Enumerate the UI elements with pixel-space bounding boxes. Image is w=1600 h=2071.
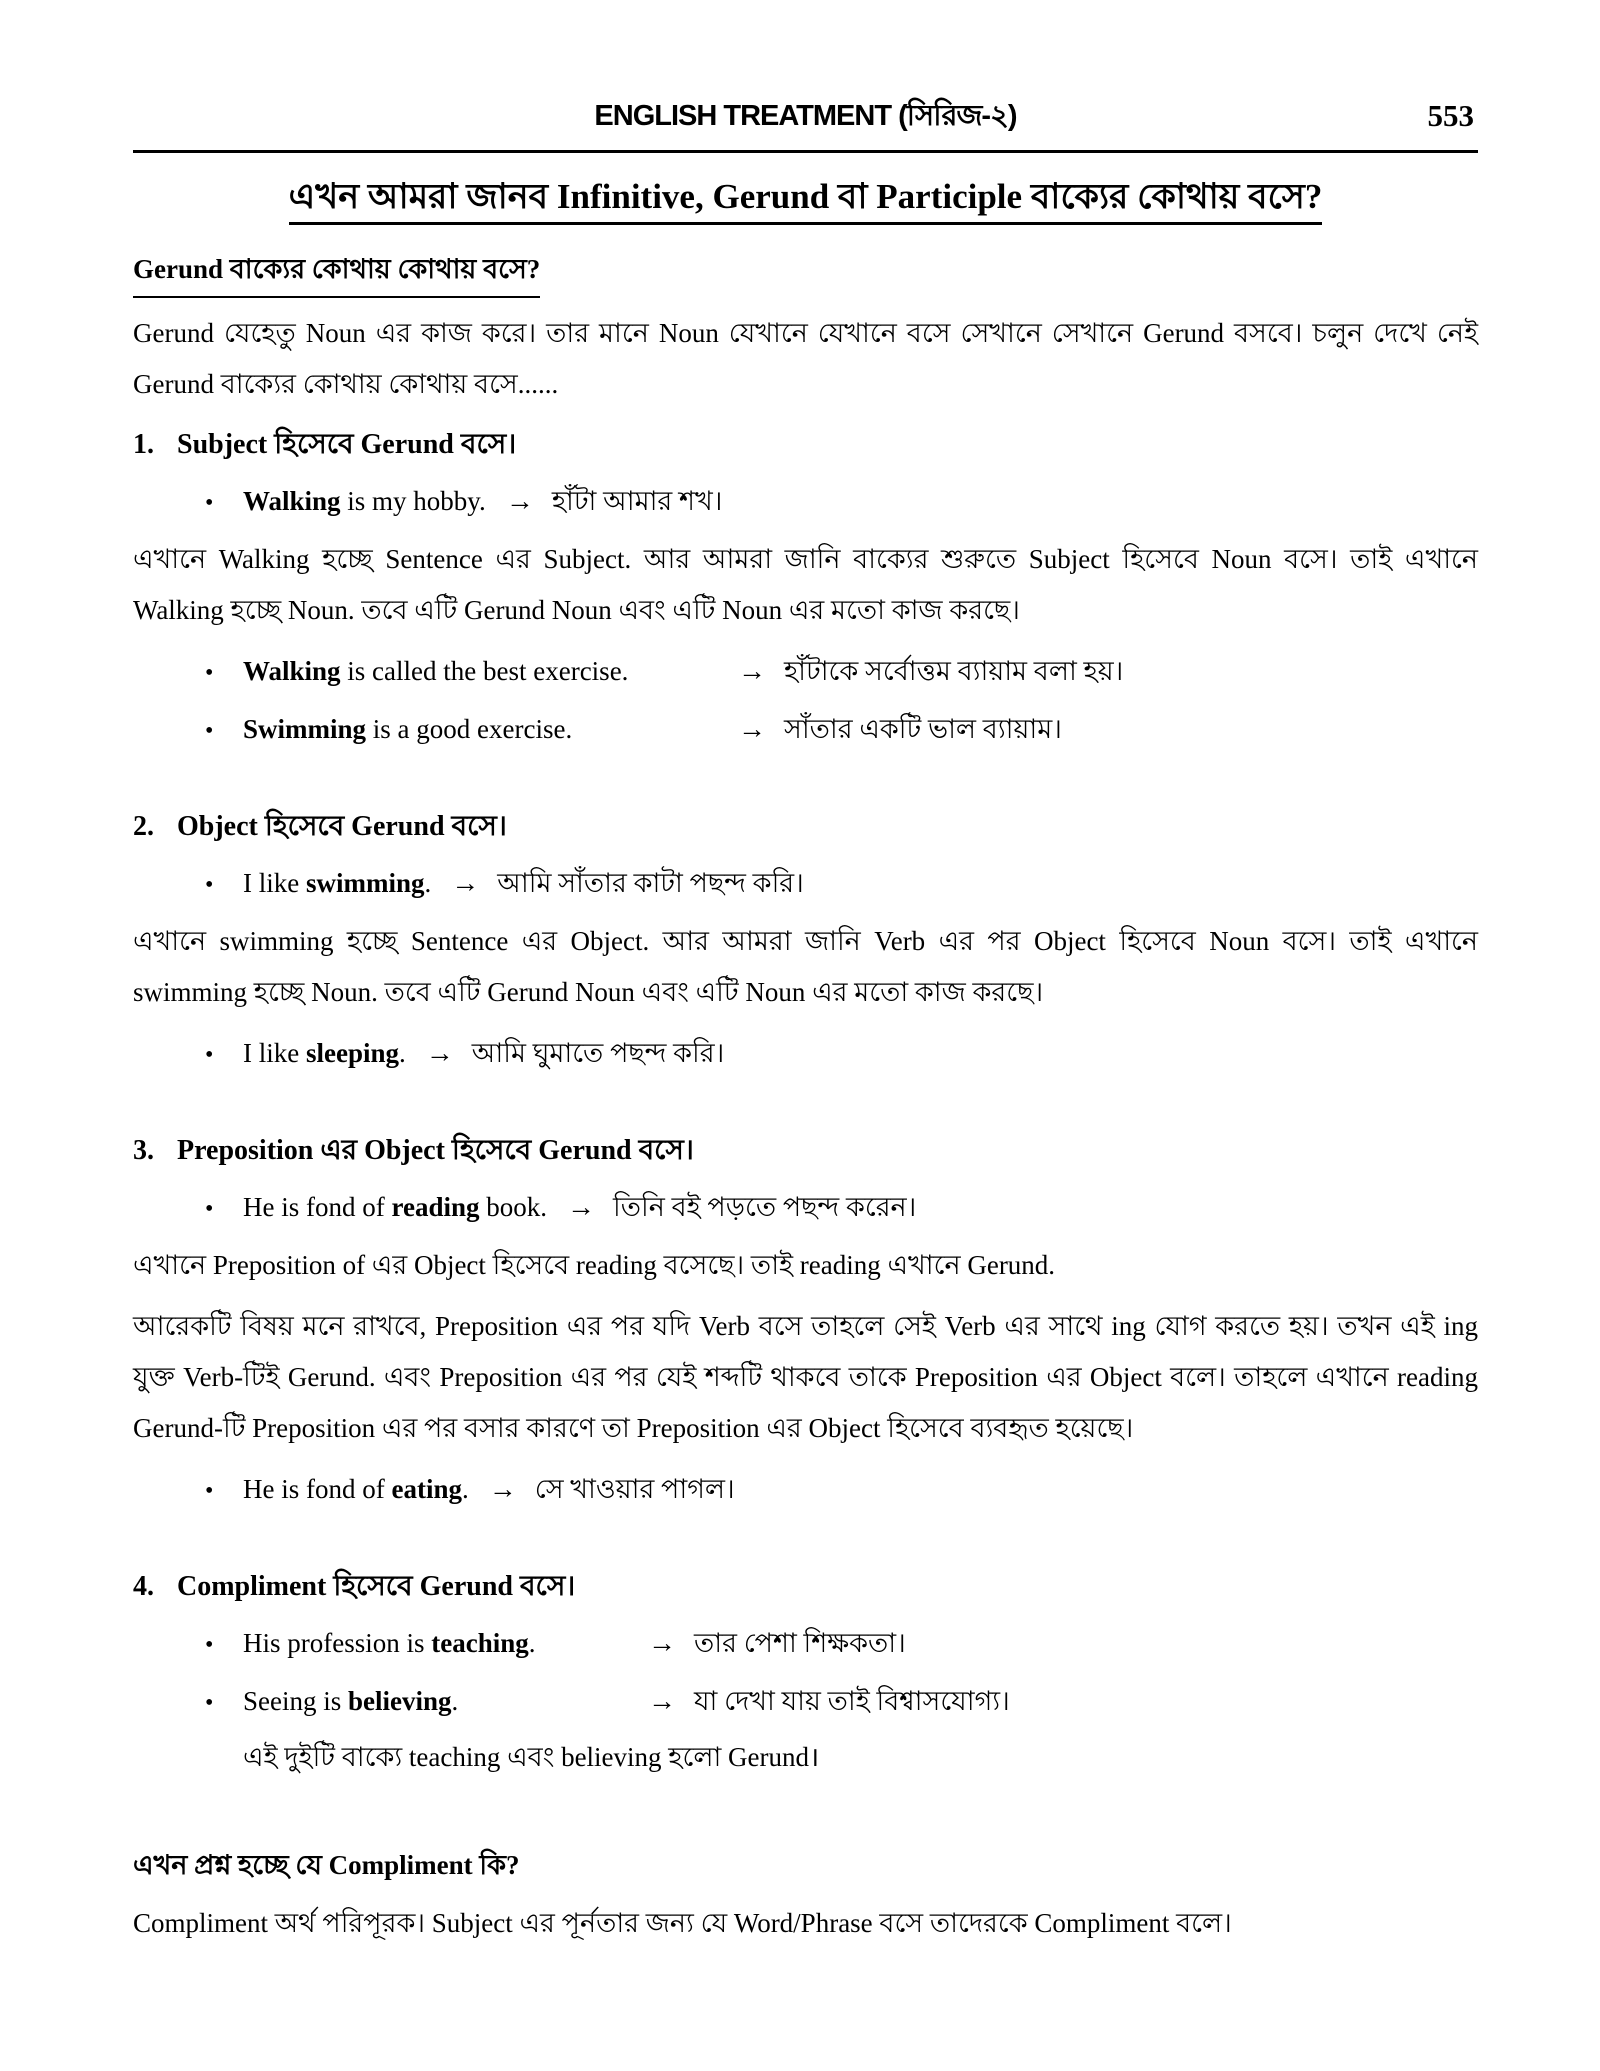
- section-2: [133, 806, 1478, 1076]
- example-post: is called the best exercise.: [340, 656, 629, 686]
- arrow-icon: →: [505, 486, 534, 517]
- example-pre: He is fond of: [243, 1192, 392, 1222]
- main-title: এখন আমরা জানব Infinitive, Gerund বা Participle বাক্যের কোথায় বসে?: [289, 175, 1323, 225]
- arrow-icon: →: [451, 868, 480, 899]
- example-pre: I like: [243, 868, 306, 898]
- example-english: [243, 480, 486, 522]
- arrow-icon: →: [648, 1686, 676, 1717]
- example-keyword: Walking: [243, 486, 341, 516]
- example-keyword: swimming: [305, 868, 425, 898]
- section-heading-row: [133, 424, 1478, 466]
- section-number: 1.: [133, 429, 154, 460]
- example-keyword: Walking: [243, 656, 341, 686]
- example-post: book.: [479, 1192, 547, 1222]
- example-keyword: sleeping: [305, 1038, 399, 1068]
- section-heading-row: [133, 806, 1478, 848]
- book-title: ENGLISH TREATMENT (সিরিজ-২): [594, 100, 1017, 132]
- bullet-icon: •: [205, 1196, 214, 1222]
- example-keyword: reading: [391, 1192, 480, 1222]
- example-pre: He is fond of: [243, 1474, 392, 1504]
- example-bengali: হাঁটাকে সর্বোত্তম ব্যায়াম বলা হয়।: [784, 656, 1124, 686]
- main-title-wrap: [133, 175, 1478, 225]
- example-english: [243, 650, 718, 692]
- example-bengali: সে খাওয়ার পাগল।: [534, 1474, 735, 1504]
- gerund-subheading: Gerund বাক্যের কোথায় কোথায় বসে?: [133, 249, 540, 298]
- example-english: [243, 1622, 628, 1664]
- example-keyword: eating: [391, 1474, 462, 1504]
- bullet-icon: •: [205, 660, 214, 686]
- arrow-icon: →: [738, 714, 766, 745]
- example-post: .: [451, 1686, 459, 1716]
- bullet-icon: •: [205, 490, 214, 516]
- example-post: .: [528, 1628, 536, 1658]
- example-pre: I like: [243, 1038, 306, 1068]
- example-item: [133, 862, 1478, 906]
- section-heading: Subject হিসেবে Gerund বসে।: [177, 429, 517, 460]
- arrow-icon: →: [648, 1628, 676, 1659]
- bullet-icon: •: [205, 1690, 214, 1716]
- example-bengali: আমি সাঁতার কাটা পছন্দ করি।: [497, 868, 804, 898]
- example-item: [133, 1622, 1478, 1666]
- section-heading: Preposition এর Object হিসেবে Gerund বসে।: [177, 1135, 694, 1166]
- example-item: [133, 650, 1478, 694]
- example-post: .: [424, 868, 432, 898]
- section-heading: Object হিসেবে Gerund বসে।: [177, 811, 507, 842]
- book-header: [133, 96, 1478, 136]
- example-bengali: তার পেশা শিক্ষকতা।: [694, 1628, 906, 1658]
- explanation-paragraph: এখানে swimming হচ্ছে Sentence এর Object. আর আমরা জানি Verb এর পর Object হিসেবে Noun বসে। তাই এখানে swimming হচ্ছে Noun. তবে এটি Gerund Noun এবং এটি Noun এর মতো কাজ করছে।: [133, 926, 1478, 1007]
- bullet-icon: •: [205, 718, 214, 744]
- example-bengali: সাঁতার একটি ভাল ব্যায়াম।: [784, 714, 1062, 744]
- arrow-icon: →: [567, 1192, 595, 1223]
- section-number: 2.: [133, 811, 154, 842]
- bullet-icon: •: [205, 1042, 214, 1068]
- example-item: [133, 1680, 1478, 1724]
- section-4: [133, 1566, 1478, 1778]
- compliment-question: এখন প্রশ্ন হচ্ছে যে Compliment কি?: [133, 1850, 520, 1880]
- example-item: [133, 1468, 1478, 1512]
- example-post: is a good exercise.: [366, 714, 573, 744]
- example-item: [133, 708, 1478, 752]
- explanation-paragraph: আরেকটি বিষয় মনে রাখবে, Preposition এর পর যদি Verb বসে তাহলে সেই Verb এর সাথে ing যোগ করতে হয়। তখন এই ing যুক্ত Verb-টিই Gerund. এবং Preposition এর পর যেই শব্দটি থাকবে তাকে Preposition এর Object বলে। তাহলে এখানে reading Gerund-টি Preposition এর পর বসার কারণে তা Preposition এর Object হিসেবে ব্যবহৃত হয়েছে।: [133, 1311, 1478, 1443]
- section-heading-row: [133, 1566, 1478, 1608]
- example-keyword: believing: [348, 1686, 452, 1716]
- example-english: [243, 1186, 547, 1228]
- example-item: [133, 1032, 1478, 1076]
- subheading-wrap: [133, 249, 1478, 298]
- page-number: 553: [1427, 98, 1474, 133]
- example-item: [133, 1186, 1478, 1230]
- header-rule: [133, 150, 1478, 153]
- example-bengali: আমি ঘুমাতে পছন্দ করি।: [471, 1038, 725, 1068]
- example-english: [243, 1680, 628, 1722]
- example-english: [243, 1468, 469, 1510]
- example-keyword: teaching: [431, 1628, 529, 1658]
- example-english: [243, 708, 718, 750]
- compliment-answer: Compliment অর্থ পরিপূরক। Subject এর পূর্নতার জন্য যে Word/Phrase বসে তাদেরকে Compliment বলে।: [133, 1908, 1232, 1938]
- bullet-icon: •: [205, 872, 214, 898]
- arrow-icon: →: [425, 1038, 454, 1069]
- section-heading-row: [133, 1130, 1478, 1172]
- section-heading: Compliment হিসেবে Gerund বসে।: [177, 1571, 576, 1602]
- example-bengali: হাঁটা আমার শখ।: [551, 486, 723, 516]
- example-post: .: [461, 1474, 469, 1504]
- explanation-paragraph: এখানে Walking হচ্ছে Sentence এর Subject. আর আমরা জানি বাক্যের শুরুতে Subject হিসেবে Noun বসে। তাই এখানে Walking হচ্ছে Noun. তবে এটি Gerund Noun এবং এটি Noun এর মতো কাজ করছে।: [133, 544, 1478, 625]
- explanation-paragraph: এখানে Preposition of এর Object হিসেবে reading বসেছে। তাই reading এখানে Gerund.: [133, 1250, 1056, 1280]
- example-english: [243, 862, 431, 904]
- section-3: [133, 1130, 1478, 1512]
- example-bengali: তিনি বই পড়তে পছন্দ করেন।: [613, 1192, 917, 1222]
- bullet-icon: •: [205, 1478, 214, 1504]
- closing-note: এই দুইটি বাক্যে teaching এবং believing হলো Gerund।: [243, 1742, 820, 1772]
- example-pre: His profession is: [243, 1628, 432, 1658]
- intro-paragraph: Gerund যেহেতু Noun এর কাজ করে। তার মানে Noun যেখানে যেখানে বসে সেখানে সেখানে Gerund বসবে। চলুন দেখে নেই Gerund বাক্যের কোথায় কোথায় বসে......: [133, 318, 1478, 399]
- example-pre: Seeing is: [243, 1686, 348, 1716]
- page-content: [133, 0, 1478, 1949]
- arrow-icon: →: [488, 1474, 517, 1505]
- compliment-note: [133, 1844, 1478, 1949]
- section-number: 3.: [133, 1135, 154, 1166]
- example-keyword: Swimming: [243, 714, 367, 744]
- example-item: [133, 480, 1478, 524]
- example-post: is my hobby.: [340, 486, 486, 516]
- example-post: .: [399, 1038, 406, 1068]
- section-1: [133, 424, 1478, 752]
- example-bengali: যা দেখা যায় তাই বিশ্বাসযোগ্য।: [694, 1686, 1010, 1716]
- section-number: 4.: [133, 1571, 154, 1602]
- example-english: [243, 1032, 406, 1074]
- arrow-icon: →: [738, 656, 766, 687]
- bullet-icon: •: [205, 1632, 214, 1658]
